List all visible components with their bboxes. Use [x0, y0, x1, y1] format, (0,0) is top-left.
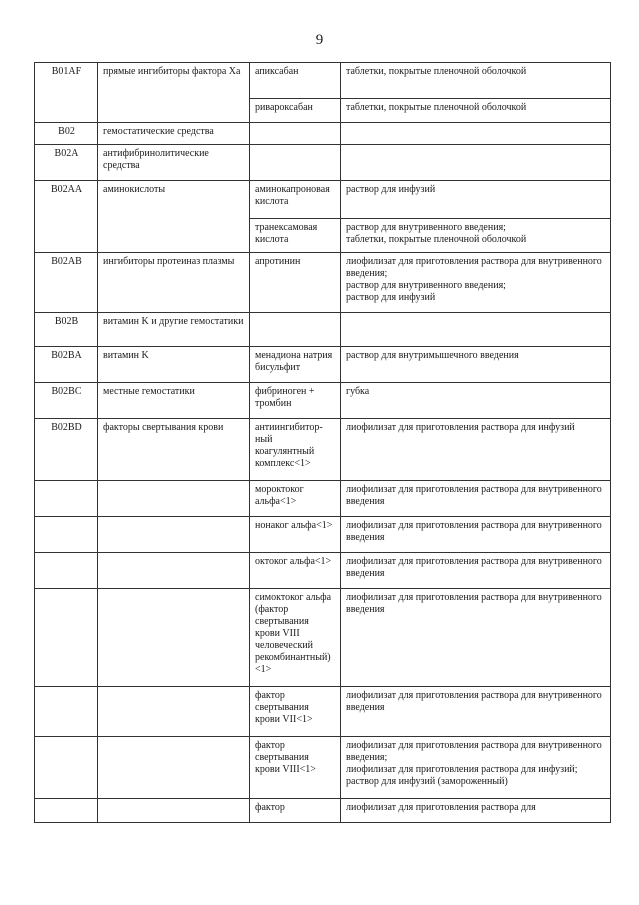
drug-name-cell: фибриноген + тромбин: [250, 383, 341, 419]
atc-code-cell: [35, 687, 98, 737]
table-row: [35, 737, 611, 799]
drug-name-cell: антиингибитор- ный коагулянтный комплекс<1>: [250, 419, 341, 481]
group-name-cell: местные гемостатики: [98, 383, 250, 419]
dosage-form-cell: таблетки, покрытые пленочной оболочкой: [341, 99, 611, 123]
drug-name-cell: фактор свертывания крови VIII<1>: [250, 737, 341, 799]
atc-code-cell: B02BA: [35, 347, 98, 383]
group-name-cell: факторы свертывания крови: [98, 419, 250, 481]
table-row: [35, 253, 611, 313]
atc-code-cell: B02BD: [35, 419, 98, 481]
group-name-cell: прямые ингибиторы фактора Xa: [98, 63, 250, 123]
drug-classification-table: [34, 62, 611, 823]
table-row: [35, 799, 611, 823]
group-name-cell: гемостатические средства: [98, 123, 250, 145]
dosage-form-cell: [341, 313, 611, 347]
dosage-form-cell: [341, 123, 611, 145]
dosage-form-cell: лиофилизат для приготовления раствора для внутривенного введения; лиофилизат для приготовления раствора для инфузий; раствор для инфузий (замороженный): [341, 737, 611, 799]
group-name-cell: [98, 553, 250, 589]
group-name-cell: [98, 481, 250, 517]
dosage-form-cell: [341, 145, 611, 181]
group-name-cell: аминокислоты: [98, 181, 250, 253]
dosage-form-cell: раствор для внутривенного введения; таблетки, покрытые пленочной оболочкой: [341, 219, 611, 253]
table-row: [35, 63, 611, 99]
drug-name-cell: фактор свертывания крови VII<1>: [250, 687, 341, 737]
table-row: [35, 181, 611, 219]
atc-code-cell: [35, 481, 98, 517]
table-row: [35, 383, 611, 419]
group-name-cell: антифибринолитические средства: [98, 145, 250, 181]
page-number: 9: [315, 32, 324, 48]
group-name-cell: ингибиторы протеиназ плазмы: [98, 253, 250, 313]
atc-code-cell: B02BC: [35, 383, 98, 419]
atc-code-cell: [35, 589, 98, 687]
table-row: [35, 481, 611, 517]
drug-name-cell: нонаког альфа<1>: [250, 517, 341, 553]
atc-code-cell: [35, 737, 98, 799]
drug-name-cell: [250, 145, 341, 181]
table-row: [35, 589, 611, 687]
group-name-cell: [98, 737, 250, 799]
drug-name-cell: апиксабан: [250, 63, 341, 99]
table-row: [35, 123, 611, 145]
atc-code-cell: B02B: [35, 313, 98, 347]
group-name-cell: [98, 687, 250, 737]
table-row: [35, 313, 611, 347]
drug-name-cell: ривароксабан: [250, 99, 341, 123]
atc-code-cell: [35, 517, 98, 553]
drug-name-cell: симоктоког альфа (фактор свертывания крови VIII человеческий рекомбинантный) <1>: [250, 589, 341, 687]
dosage-form-cell: лиофилизат для приготовления раствора для внутривенного введения; раствор для внутривенного введения; раствор для инфузий: [341, 253, 611, 313]
group-name-cell: [98, 589, 250, 687]
group-name-cell: [98, 799, 250, 823]
drug-name-cell: фактор: [250, 799, 341, 823]
atc-code-cell: B02A: [35, 145, 98, 181]
dosage-form-cell: раствор для внутримышечного введения: [341, 347, 611, 383]
dosage-form-cell: лиофилизат для приготовления раствора для внутривенного введения: [341, 481, 611, 517]
drug-name-cell: менадиона натрия бисульфит: [250, 347, 341, 383]
dosage-form-cell: лиофилизат для приготовления раствора для внутривенного введения: [341, 517, 611, 553]
atc-code-cell: B02AA: [35, 181, 98, 253]
drug-name-cell: октоког альфа<1>: [250, 553, 341, 589]
table-row: [35, 517, 611, 553]
dosage-form-cell: раствор для инфузий: [341, 181, 611, 219]
table-row: [35, 687, 611, 737]
drug-name-cell: мороктоког альфа<1>: [250, 481, 341, 517]
table-row: [35, 145, 611, 181]
group-name-cell: [98, 517, 250, 553]
atc-code-cell: [35, 799, 98, 823]
dosage-form-cell: лиофилизат для приготовления раствора для внутривенного введения: [341, 687, 611, 737]
atc-code-cell: [35, 553, 98, 589]
group-name-cell: витамин K: [98, 347, 250, 383]
dosage-form-cell: лиофилизат для приготовления раствора для внутривенного введения: [341, 553, 611, 589]
table-row: [35, 419, 611, 481]
atc-code-cell: B02: [35, 123, 98, 145]
dosage-form-cell: лиофилизат для приготовления раствора для: [341, 799, 611, 823]
drug-name-cell: [250, 123, 341, 145]
atc-code-cell: B01AF: [35, 63, 98, 123]
table-row: [35, 347, 611, 383]
drug-name-cell: аминокапроновая кислота: [250, 181, 341, 219]
drug-name-cell: транексамовая кислота: [250, 219, 341, 253]
drug-name-cell: [250, 313, 341, 347]
dosage-form-cell: лиофилизат для приготовления раствора для инфузий: [341, 419, 611, 481]
dosage-form-cell: таблетки, покрытые пленочной оболочкой: [341, 63, 611, 99]
dosage-form-cell: губка: [341, 383, 611, 419]
atc-code-cell: B02AB: [35, 253, 98, 313]
dosage-form-cell: лиофилизат для приготовления раствора для внутривенного введения: [341, 589, 611, 687]
table-row: [35, 553, 611, 589]
drug-name-cell: апротинин: [250, 253, 341, 313]
group-name-cell: витамин K и другие гемостатики: [98, 313, 250, 347]
